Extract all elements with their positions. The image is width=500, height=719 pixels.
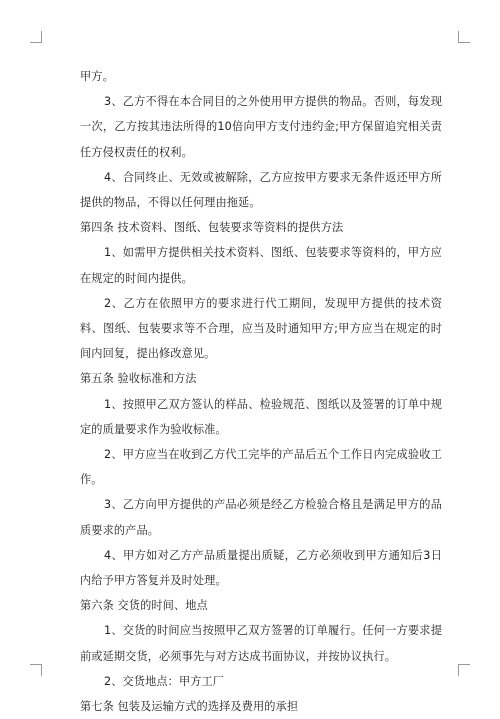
paragraph: 甲方。 [80,70,114,83]
paragraph: 2、乙方在依照甲方的要求进行代工期间，发现甲方提供的技术资料、图纸、包装要求等不合理，应当及时通知甲方;甲方应当在规定的时间内回复，提出修改意见。 [80,296,442,361]
paragraph: 2、甲方应当在收到乙方代工完毕的产品后五个工作日内完成验收工作。 [80,448,442,487]
crop-mark-bottom-left [30,664,42,676]
paragraph: 4、甲方如对乙方产品质量提出质疑，乙方必须收到甲方通知后3日内给予甲方答复并及时处理。 [80,548,442,588]
paragraph: 4、合同终止、无效或被解除，乙方应按甲方要求无条件返还甲方所提供的物品，不得以任何理由拖延。 [80,170,442,210]
paragraph: 1、如需甲方提供相关技术资料、图纸、包装要求等资料的，甲方应在规定的时间内提供。 [80,246,442,285]
crop-mark-top-right [458,31,470,43]
paragraph: 3、乙方不得在本合同目的之外使用甲方提供的物品。否则，每发现一次，乙方按其违法所得的10倍向甲方支付违约金;甲方保留追究相关责任方侵权责任的权利。 [80,95,442,159]
paragraph: 1、按照甲乙双方签认的样品、检验规范、图纸以及签署的订单中规定的质量要求作为验收标准。 [80,397,442,436]
section-heading: 第四条 技术资料、图纸、包装要求等资料的提供方法 [80,221,344,235]
document-body [80,64,442,719]
section-heading: 第七条 包装及运输方式的选择及费用的承担 [80,700,299,714]
paragraph: 2、交货地点：甲方工厂 [104,674,225,688]
paragraph: 3、乙方向甲方提供的产品必须是经乙方检验合格且是满足甲方的品质要求的产品。 [80,498,442,537]
crop-mark-top-left [30,31,42,43]
section-heading: 第五条 验收标准和方法 [80,372,197,386]
crop-mark-bottom-right [458,664,470,676]
paragraph: 1、交货的时间应当按照甲乙双方签署的订单履行。任何一方要求提前或延期交货，必须事先与对方达成书面协议，并按协议执行。 [80,624,442,663]
section-heading: 第六条 交货的时间、地点 [80,599,208,613]
